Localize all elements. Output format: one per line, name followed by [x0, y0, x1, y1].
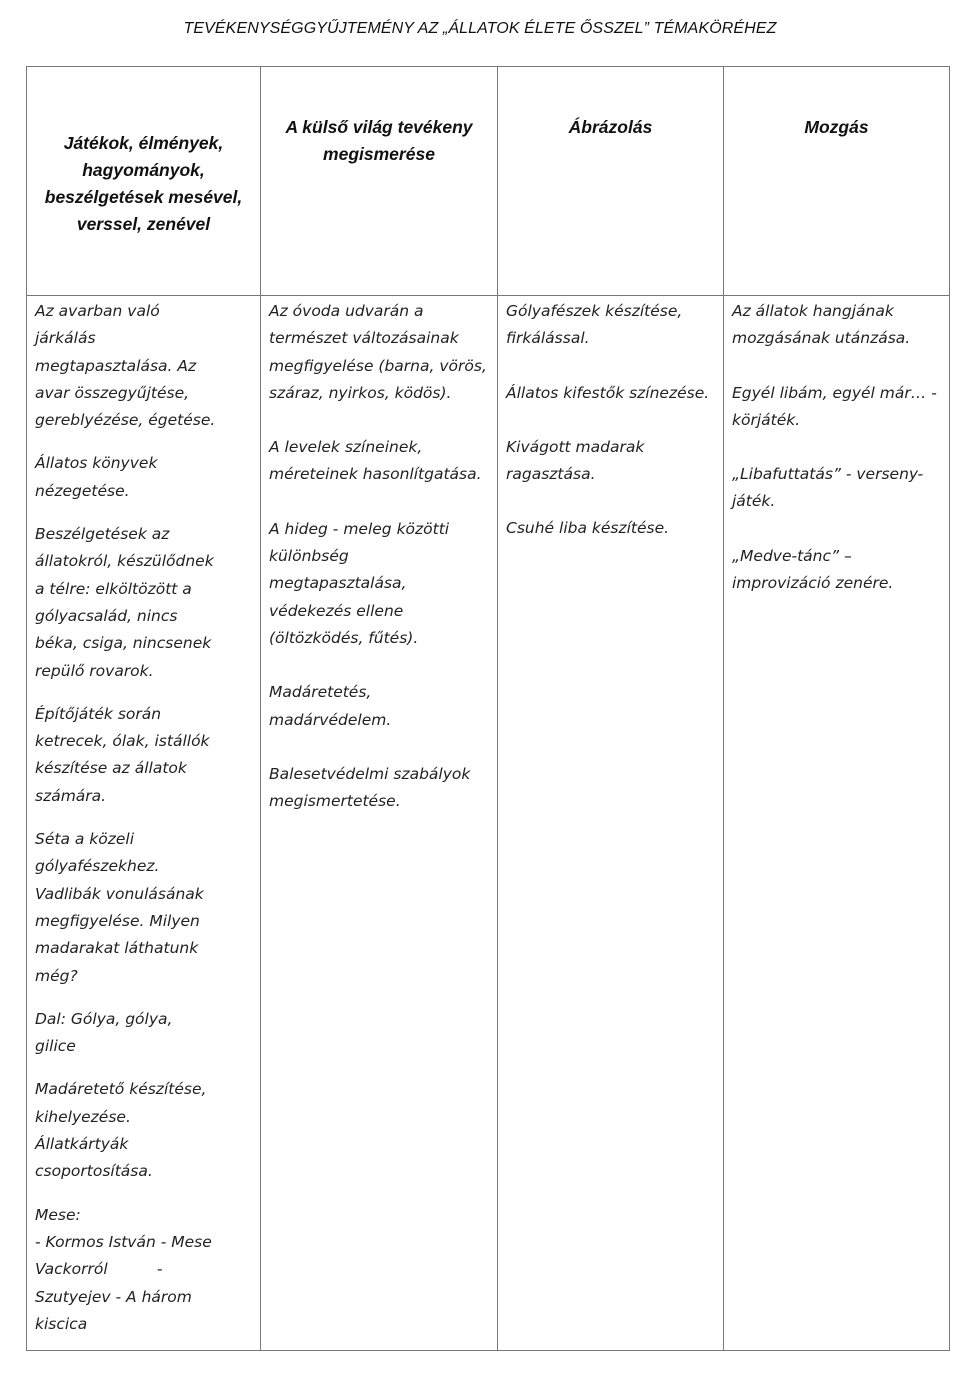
text-line: gólyafészekhez. [35, 857, 160, 876]
paragraph-race-game [732, 461, 941, 516]
text-line: ketrecek, ólak, istállók [35, 732, 210, 751]
header-depiction: Ábrázolás [498, 67, 724, 296]
paragraph-bird-feeder [35, 1076, 252, 1185]
text-line: „Medve-tánc” – [732, 546, 852, 565]
text-line: repülő rovarok. [35, 661, 154, 680]
text-line: kihelyezése. [35, 1107, 131, 1126]
text-line: ragasztása. [506, 465, 596, 484]
paragraph-leaves [35, 298, 252, 434]
paragraph-leaf-colors [269, 434, 489, 489]
text-line: Az állatok hangjának [732, 302, 894, 320]
header-line: beszélgetések mesével, [44, 187, 243, 207]
header-line: megismerése [323, 144, 435, 164]
text-line: mozgásának utánzása. [732, 329, 911, 348]
paragraph-imitation [732, 298, 941, 353]
text-line: Az óvoda udvarán a [269, 302, 424, 320]
text-line: Séta a közeli [35, 830, 135, 849]
text-line: méreteinek hasonlítgatása. [269, 465, 482, 484]
text-line: Vadlibák vonulásának [35, 884, 204, 903]
text-line: készítése az állatok [35, 759, 187, 778]
paragraph-building-game [35, 701, 252, 810]
paragraph-walk [35, 826, 252, 990]
text-line: A hideg - meleg közötti [269, 519, 450, 538]
text-line: kiscica [35, 1314, 88, 1333]
text-line: firkálással. [506, 329, 590, 348]
text-line: nézegetése. [35, 481, 130, 500]
text-line: játék. [732, 492, 776, 511]
header-row [27, 67, 950, 296]
paragraph-cold-warm [269, 516, 489, 652]
header-line: A külső világ tevékeny [285, 117, 473, 137]
text-line: Dal: Gólya, gólya, [35, 1009, 173, 1028]
header-outer-world [261, 67, 498, 296]
text-line: Építőjáték során [35, 704, 162, 723]
text-line: még? [35, 966, 78, 985]
text-line: a télre: elköltözött a [35, 579, 192, 598]
text-line: Gólyafészek készítése, [506, 302, 683, 320]
text-line: A levelek színeinek, [269, 438, 423, 457]
paragraph-coloring [506, 380, 715, 407]
text-line: csoportosítása. [35, 1162, 153, 1181]
text-line: Állatos könyvek [35, 454, 158, 473]
cell-movement [724, 296, 950, 1351]
text-line: gilice [35, 1037, 76, 1056]
text-line: Balesetvédelmi szabályok [269, 764, 471, 783]
paragraph-safety-rules [269, 761, 489, 816]
content-row [27, 296, 950, 1351]
text-line: Mese: [35, 1205, 81, 1224]
text-line: megismertetése. [269, 792, 401, 811]
text-line: természet változásainak [269, 329, 459, 348]
text-line: Csuhé liba készítése. [506, 519, 670, 538]
paragraph-nature-changes [269, 298, 489, 407]
text-line: különbség [269, 547, 349, 566]
text-line: - Kormos István - Mese [35, 1232, 212, 1251]
text-line: járkálás [35, 329, 96, 348]
text-line: gereblyézése, égetése. [35, 411, 216, 430]
text-line: Beszélgetések az [35, 525, 170, 544]
text-line: körjáték. [732, 410, 801, 429]
text-line: megtapasztalása, [269, 574, 407, 593]
paragraph-tales [35, 1202, 252, 1338]
paragraph-books [35, 450, 252, 505]
paragraph-bird-feeding [269, 679, 489, 734]
text-line: gólyacsalád, nincs [35, 606, 178, 625]
text-line: Kivágott madarak [506, 437, 645, 456]
document-title: TEVÉKENYSÉGGYŰJTEMÉNY AZ „ÁLLATOK ÉLETE ŐSSZEL” TÉMAKÖRÉHEZ [183, 20, 777, 37]
text-line: Madáretető készítése, [35, 1080, 207, 1099]
text-line: Egyél libám, egyél már… - [732, 383, 937, 402]
text-line: Vackorról - [35, 1260, 163, 1279]
header-line: verssel, zenével [76, 214, 211, 234]
text-line: madarakat láthatunk [35, 939, 199, 958]
paragraph-stork-nest [506, 298, 715, 353]
text-line: Szutyejev - A három [35, 1287, 192, 1306]
header-games-experiences [27, 67, 261, 296]
text-line: megfigyelése. Milyen [35, 911, 200, 930]
text-line: száraz, nyirkos, ködös). [269, 383, 452, 402]
text-line: Állatkártyák [35, 1135, 129, 1154]
text-line: védekezés ellene [269, 601, 404, 620]
cell-games [27, 296, 261, 1351]
paragraph-circle-game [732, 380, 941, 435]
cell-depiction [498, 296, 724, 1351]
text-line: megfigyelése (barna, vörös, [269, 356, 487, 375]
activity-table [26, 66, 950, 1351]
text-line: állatokról, készülődnek [35, 552, 214, 571]
text-line: Az avarban való [35, 302, 160, 320]
paragraph-cut-birds [506, 434, 715, 489]
text-line: improvizáció zenére. [732, 574, 894, 593]
text-line: béka, csiga, nincsenek [35, 634, 212, 653]
paragraph-conversations [35, 521, 252, 685]
text-line: madárvédelem. [269, 710, 392, 729]
header-movement: Mozgás [724, 67, 950, 296]
text-line: megtapasztalása. Az [35, 356, 197, 375]
text-line: avar összegyűjtése, [35, 383, 190, 402]
text-line: számára. [35, 786, 107, 805]
text-line: Madáretetés, [269, 683, 372, 702]
header-line: hagyományok, [82, 160, 205, 180]
cell-outer-world [261, 296, 498, 1351]
paragraph-song [35, 1006, 252, 1061]
text-line: (öltözködés, fűtés). [269, 628, 419, 647]
text-line: „Libafuttatás” - verseny- [732, 465, 924, 484]
paragraph-bear-dance [732, 543, 941, 598]
text-line: Állatos kifestők színezése. [506, 383, 710, 402]
paragraph-corn-husk-goose [506, 515, 715, 542]
header-line: Játékok, élmények, [63, 133, 224, 153]
